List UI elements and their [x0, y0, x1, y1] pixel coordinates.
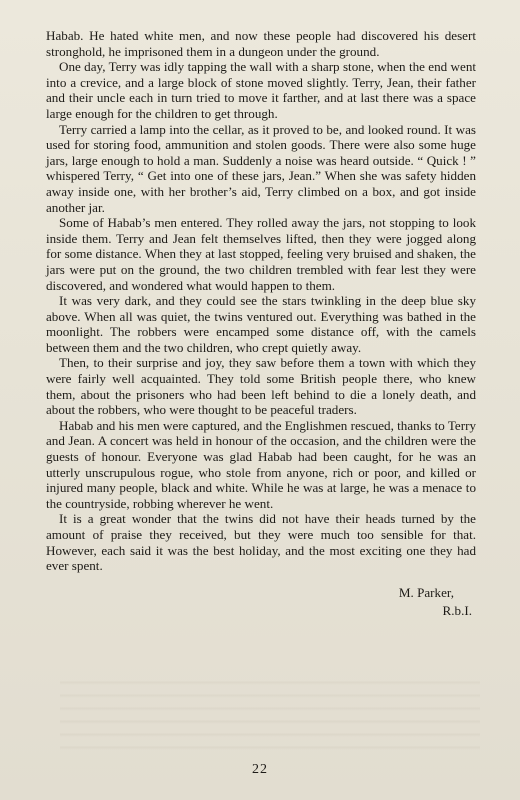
author-signature: [46, 584, 476, 620]
paragraph: One day, Terry was idly tapping the wall with a sharp stone, when the end went into a crevice, and a large block of stone moved slightly. Terry, Jean, their father and their uncle each in turn tried to move it farther, and at last there was a space large enough for the children to get through.: [46, 59, 476, 121]
paragraph: It was very dark, and they could see the stars twinkling in the deep blue sky above. When all was quiet, the twins ventured out. Everything was bathed in the moonlight. The robbers were encamped some distance off, with the camels between them and the two children, who crept quietly away.: [46, 293, 476, 355]
story-text: [46, 28, 476, 574]
paragraph: Habab and his men were captured, and the Englishmen rescued, thanks to Terry and Jean. A concert was held in honour of the occasion, and the children were the guests of honour. Everyone was glad Habab had been caught, for he was an utterly unscrupulous rogue, who stole from anyone, rich or poor, and killed or injured many people, black and white. While he was at large, he was a menace to the countryside, robbing wherever he went.: [46, 417, 476, 511]
page-number: 22: [252, 762, 268, 777]
author-form: R.b.I.: [442, 602, 472, 618]
paragraph: Terry carried a lamp into the cellar, as it proved to be, and looked round. It was used for storing food, ammunition and stolen goods. There were also some huge jars, large enough to hold a man. Suddenly a noise was heard outside. “ Quick ! ” whispered Terry, “ Get into one of these jars, Jean.” When she was safety hidden away inside one, with her brother’s aid, Terry climbed on a box, and got inside another jar.: [46, 121, 476, 215]
paragraph-continued: Habab. He hated white men, and now these people had discovered his desert stronghold, he imprisoned them in a dungeon under the ground.: [46, 28, 476, 59]
show-through-shadow: [60, 672, 480, 752]
paragraph: Then, to their surprise and joy, they saw before them a town with which they were fairly well acquainted. They told some British people there, who knew them, about the prisoners who had been left behind to die a lonely death, and about the robbers, who were thought to be peaceful traders.: [46, 355, 476, 418]
paragraph: Some of Habab’s men entered. They rolled away the jars, not stopping to look inside them. Terry and Jean felt themselves lifted, then they were jogged along for some distance. When they at last stopped, feeling very bruised and shaken, the jars were put on the ground, the two children trembled with fear lest they were discovered, and wondered what would happen to them.: [46, 215, 476, 293]
paragraph: It is a great wonder that the twins did not have their heads turned by the amount of praise they received, but they were much too sensible for that. However, each said it was the best holiday, and the most exciting one they had ever spent.: [46, 511, 476, 574]
author-name: M. Parker,: [398, 584, 454, 600]
